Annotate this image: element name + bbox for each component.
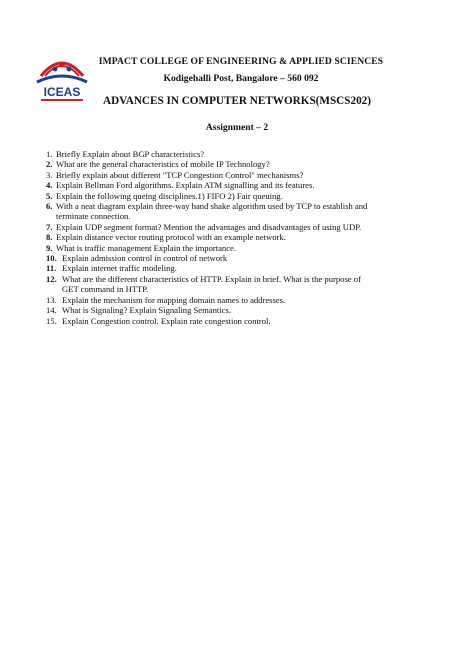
question-number: 1. xyxy=(46,149,53,159)
question-text: Explain the following queing disciplines.1) FIFO 2) Fair queuing. xyxy=(56,190,283,201)
question-number: 12. xyxy=(46,273,57,284)
question-item xyxy=(46,305,434,315)
assignment-title: Assignment – 2 xyxy=(205,122,269,133)
question-text-continuation: GET command in HTTP. xyxy=(62,284,149,295)
question-item xyxy=(46,253,434,263)
question-number: 10. xyxy=(46,253,57,264)
question-item xyxy=(46,159,434,169)
question-text: What are the general characteristics of mobile IP Technology? xyxy=(56,159,270,170)
question-text: What is traffic management Explain the importance. xyxy=(56,242,237,253)
question-text: Explain the mechanism for mapping domain names to addresses. xyxy=(62,294,286,305)
question-text: Explain Congestion control. Explain rate congestion control. xyxy=(62,315,271,326)
question-item xyxy=(46,232,434,242)
question-text: Explain distance vector routing protocol with an example network. xyxy=(56,232,286,243)
question-number: 5. xyxy=(46,190,53,201)
question-number: 2. xyxy=(46,159,53,170)
question-item xyxy=(46,274,434,295)
question-text: What are the different characteristics of HTTP. Explain in brief. What is the purpose of xyxy=(62,273,361,284)
question-number: 4. xyxy=(46,180,53,191)
question-text: Explain UDP segment format? Mention the advantages and disadvantages of using UDP. xyxy=(56,221,362,232)
question-list xyxy=(46,149,434,326)
question-text: Briefly Explain about BGP characteristics? xyxy=(56,149,205,159)
question-item xyxy=(46,243,434,253)
question-item xyxy=(46,149,434,159)
question-number: 7. xyxy=(46,221,53,232)
college-name: IMPACT COLLEGE OF ENGINEERING & APPLIED SCIENCES xyxy=(98,56,384,67)
college-address: Kodigehalli Post, Bangalore – 560 092 xyxy=(163,73,319,84)
question-item xyxy=(46,191,434,201)
question-item xyxy=(46,180,434,190)
question-number: 9. xyxy=(46,242,53,253)
question-number: 14. xyxy=(46,305,57,316)
course-title: ADVANCES IN COMPUTER NETWORKS(MSCS202) xyxy=(102,95,371,107)
question-text: Briefly explain about different "TCP Congestion Control" mechanisms? xyxy=(56,169,304,180)
question-number: 13. xyxy=(46,294,57,305)
question-text: Explain admission control in control of network xyxy=(62,253,228,264)
logo-wordmark: ICEAS xyxy=(43,85,81,99)
question-text: Explain internet traffic modeling. xyxy=(62,263,177,274)
question-number: 6. xyxy=(46,201,53,212)
question-item xyxy=(46,316,434,326)
question-number: 3. xyxy=(46,169,53,180)
question-number: 8. xyxy=(46,232,53,243)
question-text: With a neat diagram explain three-way hand shake algorithm used by TCP to establish and xyxy=(56,201,368,212)
question-text-continuation: terminate connection. xyxy=(56,211,131,222)
question-item xyxy=(46,222,434,232)
question-item xyxy=(46,263,434,273)
question-number: 11. xyxy=(46,263,57,274)
question-number: 15. xyxy=(46,315,57,326)
question-item xyxy=(46,201,434,222)
question-item xyxy=(46,170,434,180)
question-text: What is Signaling? Explain Signaling Semantics. xyxy=(62,305,231,316)
question-item xyxy=(46,295,434,305)
question-text: Explain Bellman Ford algorithms. Explain ATM signalling and its features. xyxy=(56,180,315,191)
